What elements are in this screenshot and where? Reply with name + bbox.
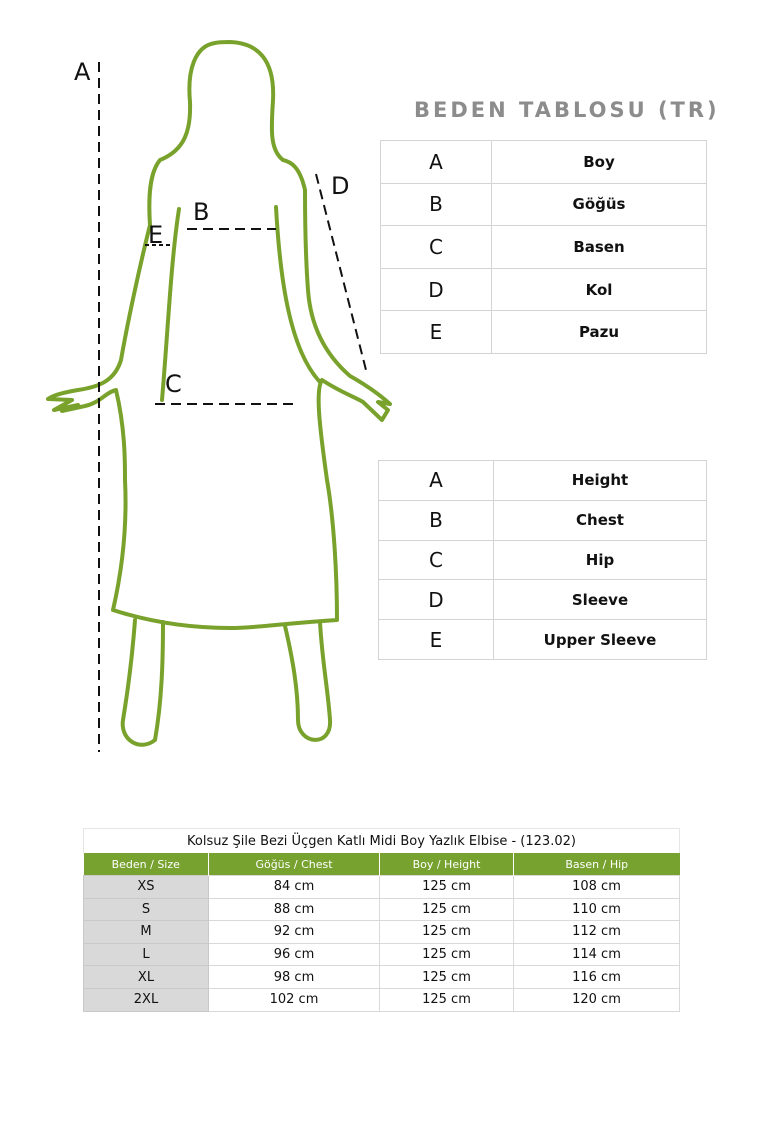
chest-cell: 102 cm: [209, 988, 380, 1011]
key-table-turkish: [380, 140, 707, 354]
label-c: C: [165, 370, 182, 398]
hip-cell: 114 cm: [514, 943, 680, 966]
column-header-chest: Göğüs / Chest: [209, 853, 380, 876]
chest-cell: 96 cm: [209, 943, 380, 966]
label-e: E: [148, 221, 164, 249]
key-label: Sleeve: [494, 580, 707, 620]
key-letter: E: [381, 311, 492, 354]
key-label: Kol: [492, 268, 707, 311]
hip-cell: 120 cm: [514, 988, 680, 1011]
label-d: D: [331, 172, 350, 200]
label-a: A: [74, 58, 91, 86]
key-label: Boy: [492, 141, 707, 184]
size-cell: M: [84, 921, 209, 944]
column-header-size: Beden / Size: [84, 853, 209, 876]
table-row: [84, 876, 680, 899]
size-cell: L: [84, 943, 209, 966]
key-label: Hip: [494, 540, 707, 580]
key-label: Upper Sleeve: [494, 620, 707, 660]
table-row: [84, 898, 680, 921]
key-letter: A: [379, 461, 494, 501]
key-table-english: [378, 460, 707, 660]
size-table: [83, 828, 680, 1012]
table-row: [84, 921, 680, 944]
height-cell: 125 cm: [380, 921, 514, 944]
size-chart-heading: BEDEN TABLOSU (TR): [414, 98, 720, 122]
key-row: [381, 311, 707, 354]
chest-cell: 92 cm: [209, 921, 380, 944]
key-label: Chest: [494, 500, 707, 540]
chest-cell: 84 cm: [209, 876, 380, 899]
key-letter: B: [379, 500, 494, 540]
key-row: [381, 183, 707, 226]
key-row: [381, 226, 707, 269]
key-row: [381, 268, 707, 311]
key-letter: D: [381, 268, 492, 311]
key-letter: E: [379, 620, 494, 660]
key-label: Göğüs: [492, 183, 707, 226]
key-letter: C: [381, 226, 492, 269]
hip-cell: 108 cm: [514, 876, 680, 899]
key-label: Height: [494, 461, 707, 501]
height-cell: 125 cm: [380, 943, 514, 966]
key-row: [381, 141, 707, 184]
key-row: [379, 540, 707, 580]
table-row: [84, 966, 680, 989]
label-b: B: [193, 198, 210, 226]
key-row: [379, 620, 707, 660]
height-cell: 125 cm: [380, 898, 514, 921]
measurement-dashed-lines: [99, 62, 366, 752]
key-row: [379, 461, 707, 501]
size-table-header-row: [84, 853, 680, 876]
chest-cell: 98 cm: [209, 966, 380, 989]
key-label: Basen: [492, 226, 707, 269]
key-label: Pazu: [492, 311, 707, 354]
size-cell: XL: [84, 966, 209, 989]
column-header-hip: Basen / Hip: [514, 853, 680, 876]
hip-cell: 110 cm: [514, 898, 680, 921]
key-letter: A: [381, 141, 492, 184]
key-letter: B: [381, 183, 492, 226]
key-letter: D: [379, 580, 494, 620]
size-cell: XS: [84, 876, 209, 899]
hip-cell: 116 cm: [514, 966, 680, 989]
key-letter: C: [379, 540, 494, 580]
size-cell: 2XL: [84, 988, 209, 1011]
table-row: [84, 988, 680, 1011]
height-cell: 125 cm: [380, 966, 514, 989]
chest-cell: 88 cm: [209, 898, 380, 921]
hip-cell: 112 cm: [514, 921, 680, 944]
table-row: [84, 943, 680, 966]
height-cell: 125 cm: [380, 988, 514, 1011]
size-cell: S: [84, 898, 209, 921]
key-row: [379, 500, 707, 540]
height-cell: 125 cm: [380, 876, 514, 899]
size-table-title: Kolsuz Şile Bezi Üçgen Katlı Midi Boy Yazlık Elbise - (123.02): [84, 829, 680, 854]
column-header-height: Boy / Height: [380, 853, 514, 876]
key-row: [379, 580, 707, 620]
